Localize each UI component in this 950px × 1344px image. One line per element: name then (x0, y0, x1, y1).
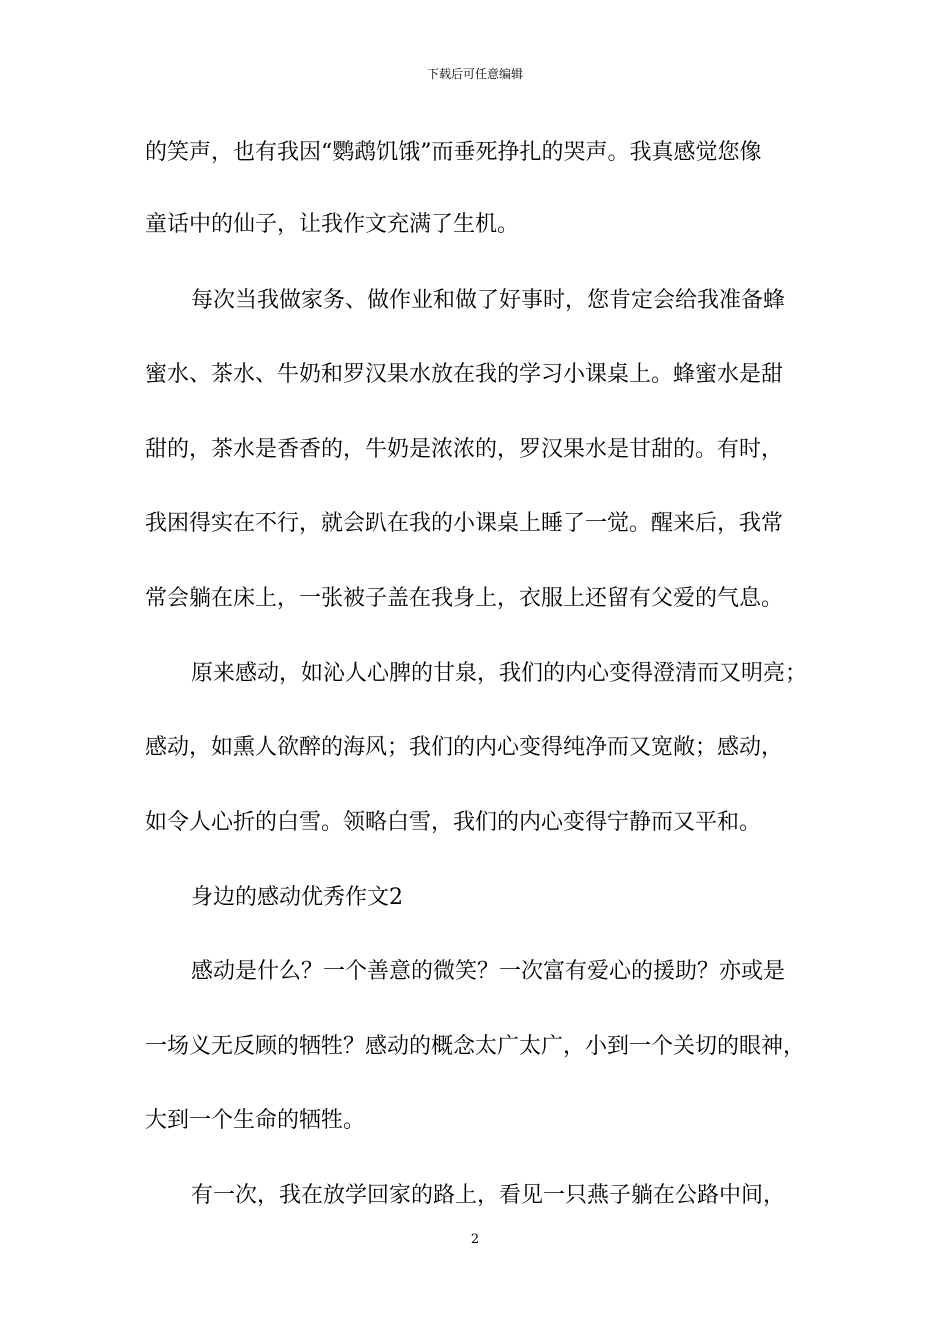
text-line: 的笑声，也有我因“鹦鹉饥饿”而垂死挣扎的哭声。我真感觉您像 (145, 140, 762, 165)
paragraph-start: 每次当我做家务、做作业和做了好事时，您肯定会给我准备蜂 (191, 288, 786, 313)
text-line: 常会躺在床上，一张被子盖在我身上，衣服上还留有父爱的气息。 (145, 586, 784, 611)
text-line: 感动，如熏人欲醉的海风；我们的内心变得纯净而又宽敞；感动， (145, 735, 784, 760)
text-line: 甜的，茶水是香香的，牛奶是浓浓的，罗汉果水是甘甜的。有时， (145, 437, 784, 462)
page-number: 2 (470, 1232, 480, 1247)
text-line: 童话中的仙子，让我作文充满了生机。 (145, 212, 520, 237)
page-header: 下载后可任意编辑 (426, 67, 523, 81)
paragraph-start: 有一次，我在放学回家的路上，看见一只燕子躺在公路中间， (191, 1183, 786, 1208)
paragraph-start: 原来感动，如沁人心脾的甘泉，我们的内心变得澄清而又明亮； (191, 661, 808, 686)
text-line: 蜜水、茶水、牛奶和罗汉果水放在我的学习小课桌上。蜂蜜水是甜 (145, 362, 784, 387)
paragraph-start: 感动是什么？一个善意的微笑？一次富有爱心的援助？亦或是 (191, 959, 786, 984)
text-line: 一场义无反顾的牺牲？感动的概念太广太广，小到一个关切的眼神， (145, 1034, 806, 1059)
section-heading: 身边的感动优秀作文2 (191, 885, 403, 910)
text-line: 大到一个生命的牺牲。 (145, 1108, 366, 1133)
text-line: 如令人心折的白雪。领略白雪，我们的内心变得宁静而又平和。 (145, 810, 762, 835)
text-line: 我困得实在不行，就会趴在我的小课桌上睡了一觉。醒来后，我常 (145, 511, 784, 536)
